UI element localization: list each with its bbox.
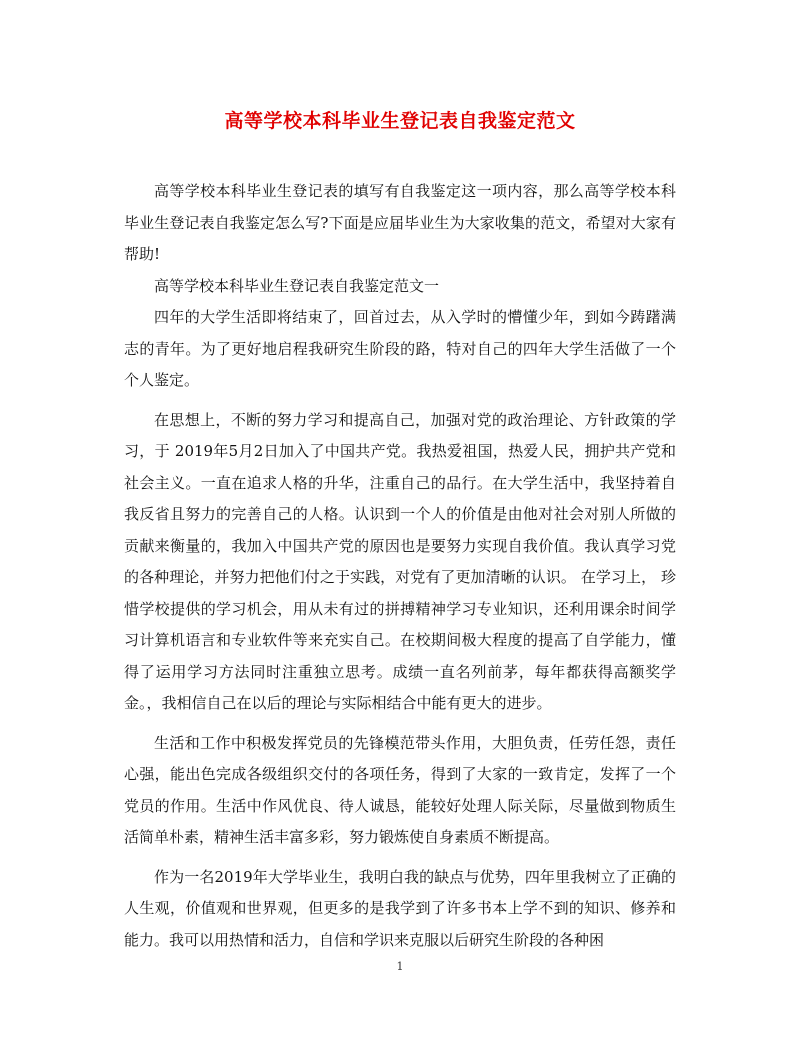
paragraph-3: 生活和工作中积极发挥党员的先锋模范带头作用，大胆负责，任劳任怨，责任心强，能出色完成各级组织交付的各项任务，得到了大家的一致肯定，发挥了一个党员的作用。生活中作风优良、待人诚恳，能较好处理人际关际，尽量做到物质生活简单朴素，精神生活丰富多彩，努力锻炼使自身素质不断提高。 (124, 733, 676, 846)
document-title: 高等学校本科毕业生登记表自我鉴定范文 (224, 110, 576, 132)
paragraph-intro: 高等学校本科毕业生登记表的填写有自我鉴定这一项内容，那么高等学校本科毕业生登记表自我鉴定怎么写?下面是应届毕业生为大家收集的范文，希望对大家有帮助! (124, 182, 676, 263)
paragraph-2: 在思想上，不断的努力学习和提高自己，加强对党的政治理论、方针政策的学习，于 2019年5月2日加入了中国共产党。我热爱祖国，热爱人民，拥护共产党和社会主义。一直在追求人格的升华，注重自己的品行。在大学生活中，我坚持着自我反省且努力的完善自己的人格。认识到一个人的价值是由他对社会对别人所做的贡献来衡量的，我加入中国共产党的原因也是要努力实现自我价值。我认真学习党的各种理论，并努力把他们付之于实践，对党有了更加清晰的认识。 在学习上， 珍惜学校提供的学习机会，用从未有过的拼搏精神学习专业知识，还利用课余时间学习计算机语言和专业软件等来充实自己。在校期间极大程度的提高了自学能力，懂得了运用学习方法同时注重独立思考。成绩一直名列前茅，每年都获得高额奖学金。，我相信自己在以后的理论与实际相结合中能有更大的进步。 (124, 410, 676, 712)
paragraph-4: 作为一名2019年大学毕业生，我明白我的缺点与优势，四年里我树立了正确的人生观，价值观和世界观，但更多的是我学到了许多书本上学不到的知识、修养和能力。我可以用热情和活力，自信和学识来克服以后研究生阶段的各种困 (124, 867, 676, 949)
page-number: 1 (396, 960, 404, 973)
paragraph-heading: 高等学校本科毕业生登记表自我鉴定范文一 (154, 276, 440, 295)
document-body (124, 176, 676, 956)
paragraph-1: 四年的大学生活即将结束了，回首过去，从入学时的懵懂少年，到如今踌躇满志的青年。为了更好地启程我研究生阶段的路，特对自己的四年大学生活做了一个个人鉴定。 (124, 308, 676, 389)
